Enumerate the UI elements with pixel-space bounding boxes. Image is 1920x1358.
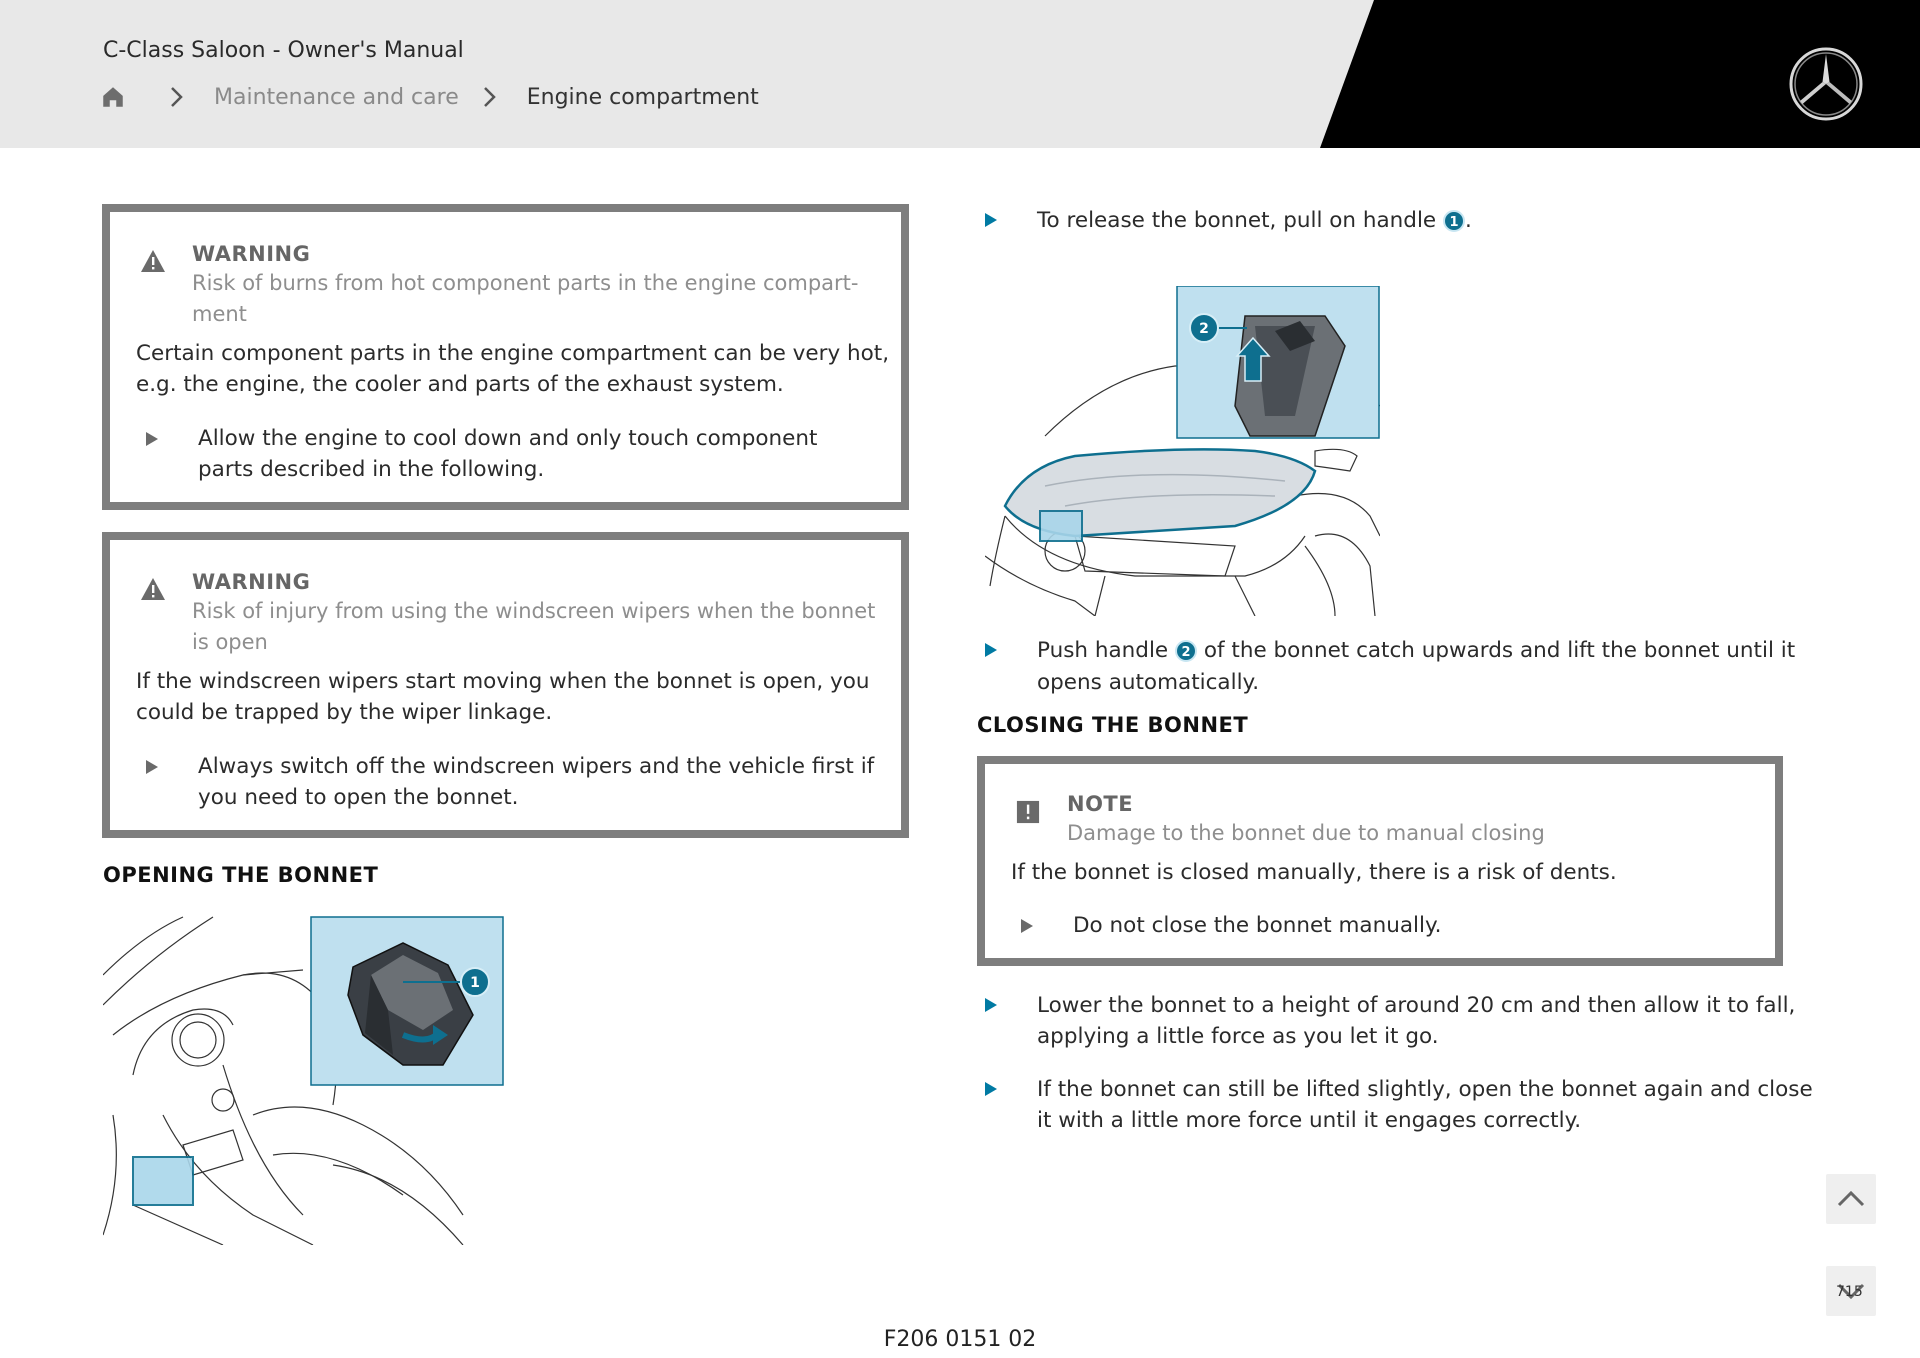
header-bar [0, 0, 1920, 148]
warning-instruction: parts described in the following. [198, 457, 545, 482]
warning-heading: WARNING [192, 242, 311, 266]
warning-triangle-icon [140, 577, 166, 601]
handle-1-badge: 1 [1443, 210, 1465, 232]
release-bonnet-step: To release the bonnet, pull on handle 1 . [1037, 208, 1472, 233]
warning-body: could be trapped by the wiper linkage. [136, 700, 553, 725]
opening-bonnet-heading: OPENING THE BONNET [103, 863, 379, 887]
warning-body: If the windscreen wipers start moving when the bonnet is open, you [136, 669, 870, 694]
note-box-manual-closing [977, 756, 1783, 966]
warning-instruction: you need to open the bonnet. [198, 785, 519, 810]
note-exclamation-icon [1015, 800, 1041, 824]
push-handle-step-cont: opens automatically. [1037, 670, 1260, 695]
warning-box-burns [102, 204, 909, 510]
breadcrumb-maintenance-link[interactable]: Maintenance and care [214, 84, 459, 110]
step-arrow-icon [985, 1082, 997, 1096]
chevron-up-icon [1826, 1174, 1876, 1224]
closing-bonnet-heading: CLOSING THE BONNET [977, 713, 1249, 737]
scroll-up-button[interactable] [1826, 1174, 1876, 1224]
warning-subtitle: Risk of injury from using the windscreen wipers when the bonnet [192, 599, 876, 623]
step-arrow-icon [985, 643, 997, 657]
svg-text:2: 2 [1199, 321, 1209, 337]
note-subtitle: Damage to the bonnet due to manual closing [1067, 821, 1545, 845]
warning-subtitle: Risk of burns from hot component parts in the engine compart- [192, 271, 859, 295]
warning-body: Certain component parts in the engine compartment can be very hot, [136, 341, 890, 366]
svg-text:1: 1 [470, 975, 480, 991]
note-body: If the bonnet is closed manually, there is a risk of dents. [1011, 860, 1617, 885]
page-number: 715 [1836, 1284, 1863, 1300]
footer-document-code: F206 0151 02 [883, 1327, 1037, 1352]
warning-instruction: Allow the engine to cool down and only touch component [198, 426, 818, 451]
breadcrumb-current: Engine compartment [526, 84, 759, 110]
warning-box-wipers [102, 532, 909, 838]
bullet-arrow-icon [146, 432, 158, 446]
step-arrow-icon [985, 213, 997, 227]
bullet-arrow-icon [146, 760, 158, 774]
warning-subtitle: is open [192, 630, 268, 654]
reclose-bonnet-step: If the bonnet can still be lifted slightly, open the bonnet again and close [1037, 1077, 1813, 1102]
lower-bonnet-step: Lower the bonnet to a height of around 20 cm and then allow it to fall, [1037, 993, 1796, 1018]
note-heading: NOTE [1067, 792, 1134, 816]
lower-bonnet-step-cont: applying a little force as you let it go. [1037, 1024, 1439, 1049]
bonnet-release-handle-illustration [103, 915, 505, 1245]
reclose-bonnet-step-cont: it with a little more force until it engages correctly. [1037, 1108, 1582, 1133]
chevron-right-icon [168, 84, 186, 110]
breadcrumb [100, 80, 759, 114]
chevron-right-icon [481, 84, 499, 110]
push-handle-step: Push handle 2 of the bonnet catch upwards and lift the bonnet until it [1037, 638, 1796, 663]
bonnet-catch-illustration [985, 286, 1380, 616]
note-instruction: Do not close the bonnet manually. [1073, 913, 1442, 938]
mercedes-star-logo [1788, 46, 1864, 122]
bullet-arrow-icon [1021, 919, 1033, 933]
document-title: C-Class Saloon - Owner's Manual [103, 38, 464, 63]
home-icon[interactable] [100, 84, 126, 110]
warning-body: e.g. the engine, the cooler and parts of the exhaust system. [136, 372, 784, 397]
warning-triangle-icon [140, 249, 166, 273]
handle-2-badge: 2 [1175, 640, 1197, 662]
step-arrow-icon [985, 998, 997, 1012]
warning-heading: WARNING [192, 570, 311, 594]
warning-subtitle: ment [192, 302, 247, 326]
warning-instruction: Always switch off the windscreen wipers and the vehicle first if [198, 754, 875, 779]
